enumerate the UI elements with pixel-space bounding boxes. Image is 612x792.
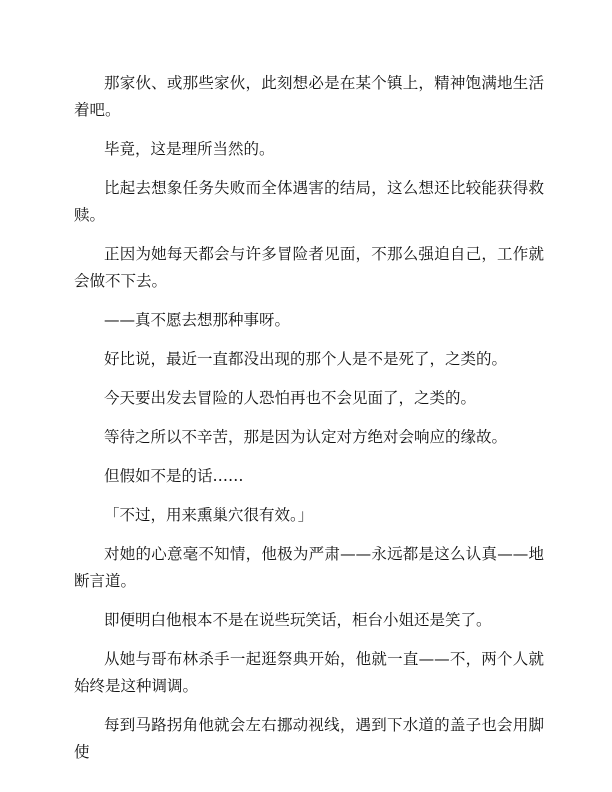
paragraph-9: 但假如不是的话……: [104, 467, 244, 485]
paragraph-5: ——真不愿去想那种事呀。: [104, 311, 291, 329]
paragraph-10: 「不过，用来熏巢穴很有效。」: [104, 506, 314, 524]
paragraph-13: 从她与哥布林杀手一起逛祭典开始，他就一直——不，两个人就始终是这种调调。: [74, 650, 544, 695]
paragraph-12: 即便明白他根本不是在说些玩笑话，柜台小姐还是笑了。: [104, 611, 492, 629]
body-text: [74, 70, 544, 778]
paragraph-7: 今天要出发去冒险的人恐怕再也不会见面了，之类的。: [104, 389, 477, 407]
paragraph-1: 那家伙、或那些家伙，此刻想必是在某个镇上，精神饱满地生活着吧。: [74, 74, 544, 119]
paragraph-8: 等待之所以不辛苦，那是因为认定对方绝对会响应的缘故。: [104, 428, 508, 446]
paragraph-2: 毕竟，这是理所当然的。: [104, 140, 275, 158]
paragraph-4: 正因为她每天都会与许多冒险者见面，不那么强迫自己，工作就会做不下去。: [74, 245, 544, 290]
paragraph-11: 对她的心意毫不知情，他极为严肃——永远都是这么认真——地断言道。: [74, 545, 544, 590]
paragraph-6: 好比说，最近一直都没出现的那个人是不是死了，之类的。: [104, 350, 508, 368]
paragraph-3: 比起去想象任务失败而全体遇害的结局，这么想还比较能获得救赎。: [74, 179, 544, 224]
paragraph-14: 每到马路拐角他就会左右挪动视线，遇到下水道的盖子也会用脚使: [74, 716, 544, 761]
